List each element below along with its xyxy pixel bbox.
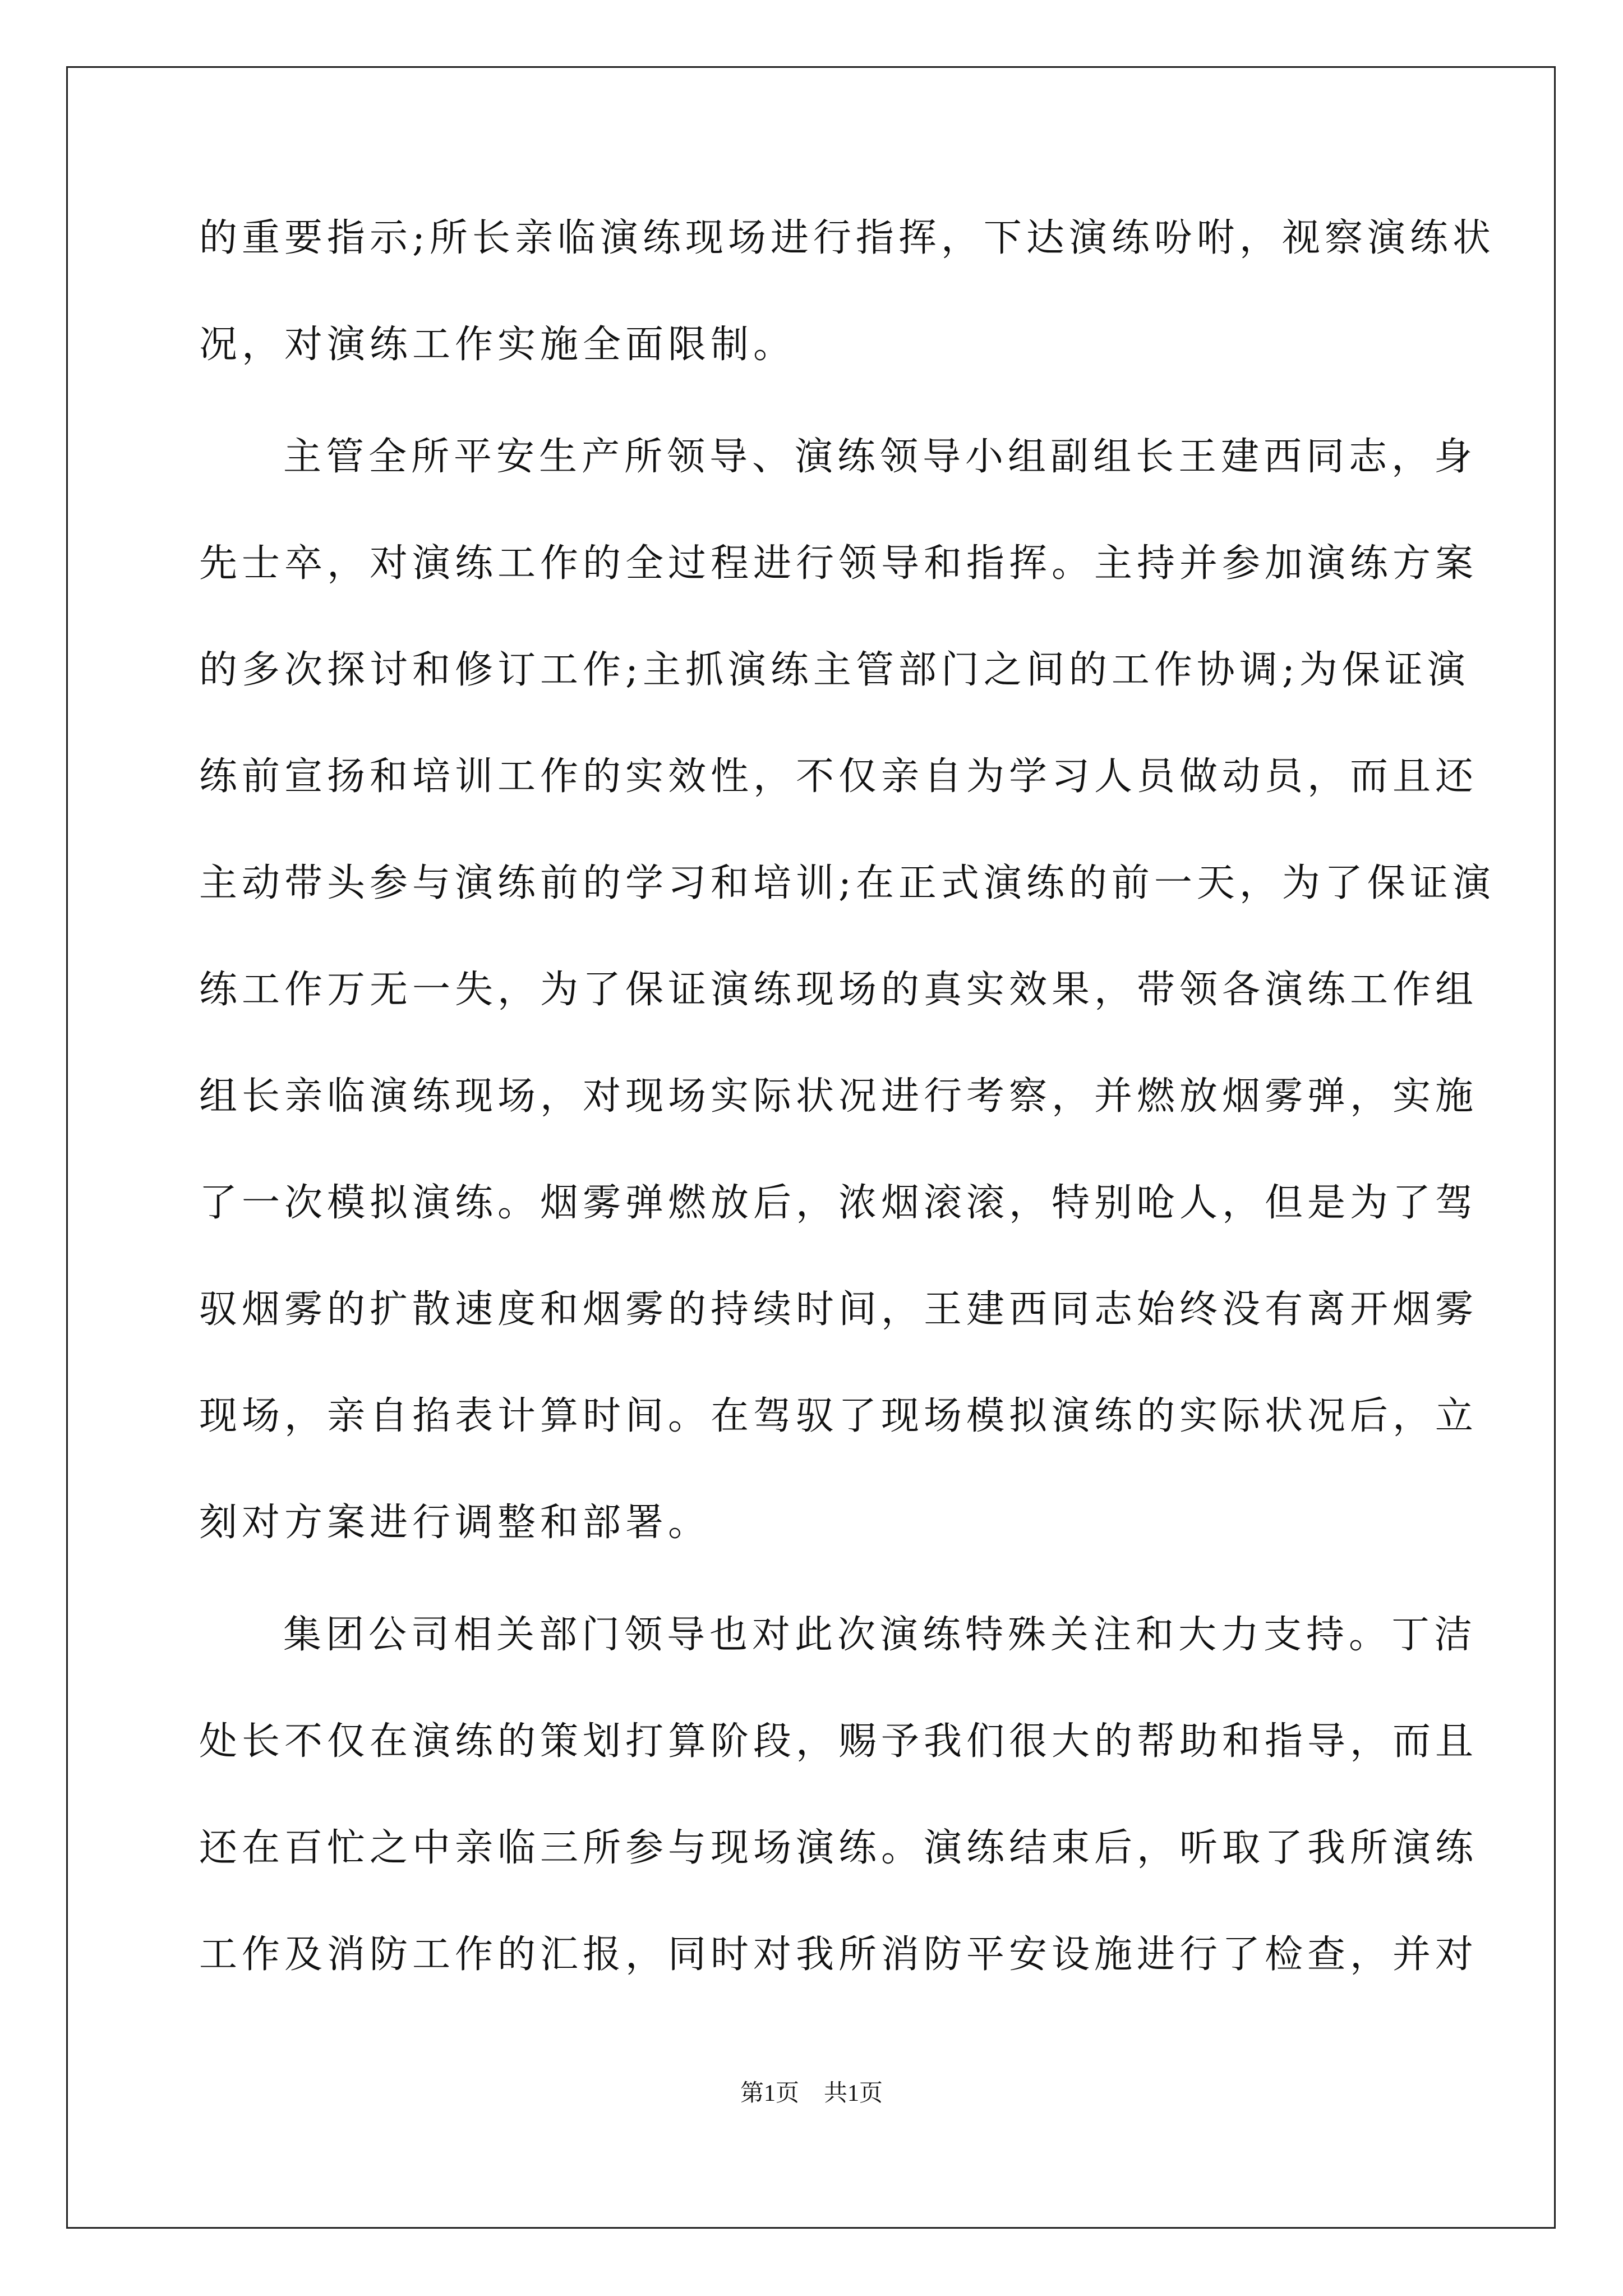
text-line: 处长不仅在演练的策划打算阶段，赐予我们很大的帮助和指导，而且 [199,1719,1478,1764]
page-footer [0,2077,1623,2110]
text-line-paragraph-start: 集团公司相关部门领导也对此次演练特殊关注和大力支持。丁洁 [283,1613,1477,1657]
page-border [66,66,1556,2229]
text-line: 了一次模拟演练。烟雾弹燃放后，浓烟滚滚，特别呛人，但是为了驾 [199,1181,1478,1225]
text-line: 工作及消防工作的汇报，同时对我所消防平安设施进行了检查，并对 [199,1932,1478,1977]
text-line: 还在百忙之中亲临三所参与现场演练。演练结束后，听取了我所演练 [199,1826,1478,1870]
text-line: 先士卒，对演练工作的全过程进行领导和指挥。主持并参加演练方案 [199,541,1478,586]
text-line: 练前宣扬和培训工作的实效性，不仅亲自为学习人员做动员，而且还 [199,754,1478,799]
text-line: 驭烟雾的扩散速度和烟雾的持续时间，王建西同志始终没有离开烟雾 [199,1287,1478,1332]
text-line: 练工作万无一失，为了保证演练现场的真实效果，带领各演练工作组 [199,968,1478,1012]
page-total: 共1页 [824,2081,883,2106]
text-line: 主动带头参与演练前的学习和培训;在正式演练的前一天，为了保证演 [199,861,1495,905]
text-line: 组长亲临演练现场，对现场实际状况进行考察，并燃放烟雾弹，实施 [199,1074,1478,1119]
text-line: 现场，亲自掐表计算时间。在驾驭了现场模拟演练的实际状况后，立 [199,1394,1478,1438]
page-number: 第1页 [740,2081,799,2106]
text-line: 况，对演练工作实施全面限制。 [199,323,796,367]
text-line-paragraph-start: 主管全所平安生产所领导、演练领导小组副组长王建西同志，身 [283,435,1477,479]
text-line: 的多次探讨和修订工作;主抓演练主管部门之间的工作协调;为保证演 [199,648,1470,692]
text-line: 的重要指示;所长亲临演练现场进行指挥，下达演练吩咐，视察演练状 [199,216,1495,260]
text-line: 刻对方案进行调整和部署。 [199,1501,711,1545]
